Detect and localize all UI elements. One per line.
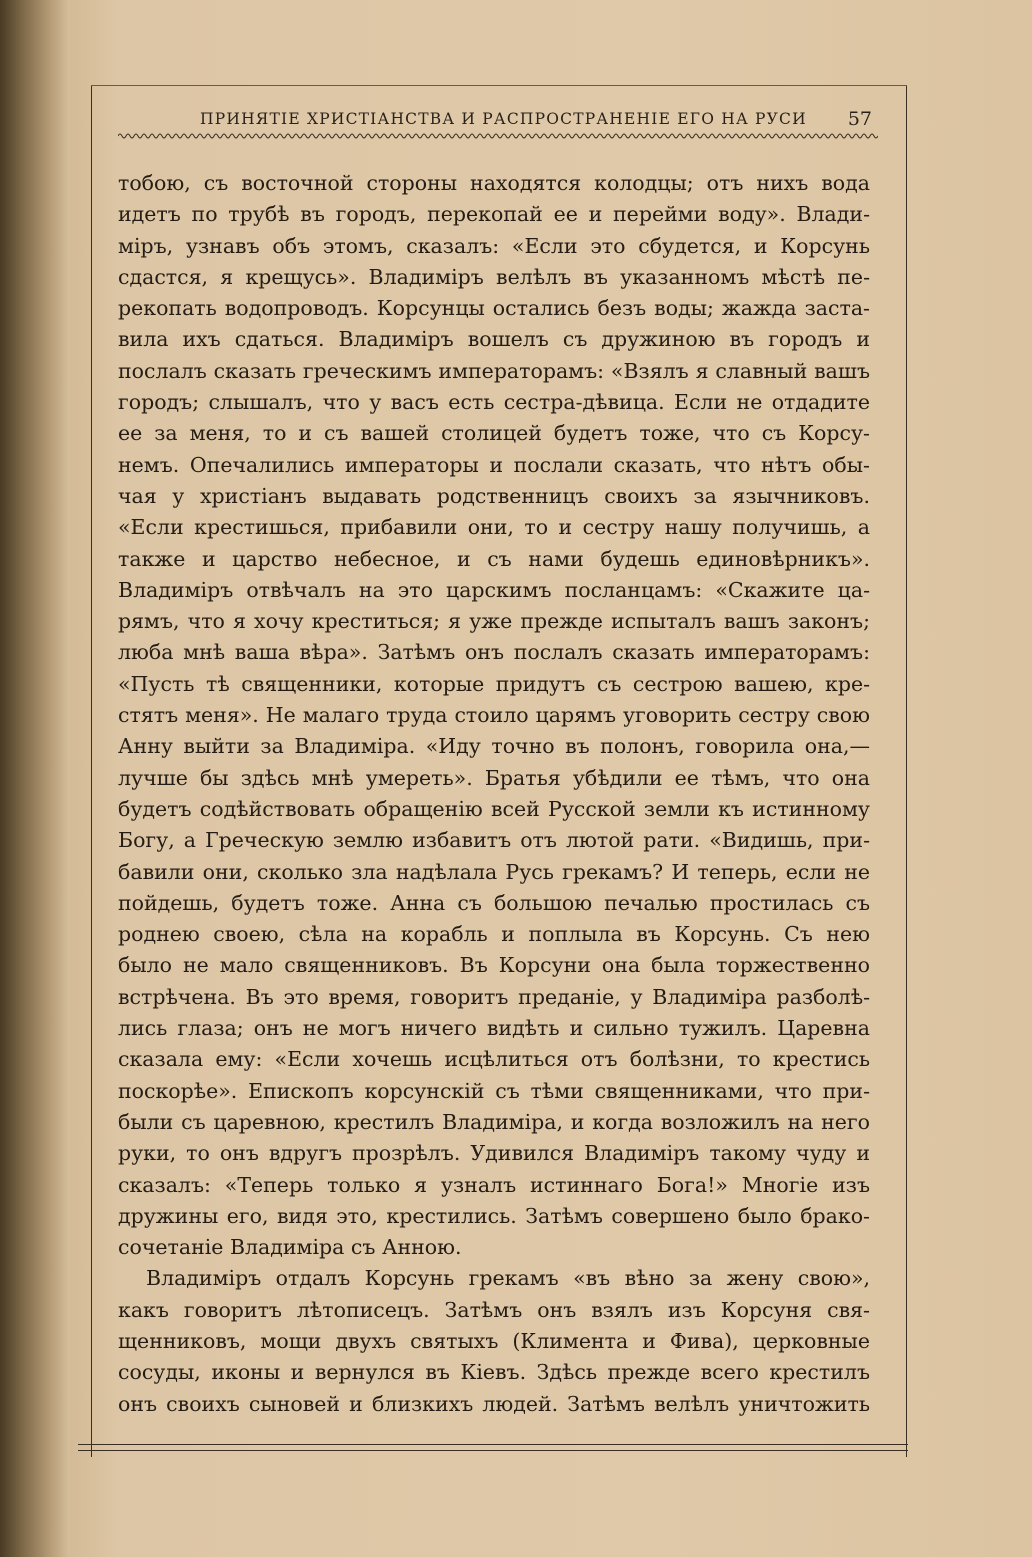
text-line: сказала ему: «Если хочешь исцѣлиться отъ болѣзни, то крестись xyxy=(118,1047,870,1072)
paragraph-2 xyxy=(118,1263,870,1419)
text-line: поскорѣе». Епископъ корсунскій съ тѣми священниками, что при- xyxy=(118,1078,870,1103)
text-line: пойдешь, будетъ тоже. Анна съ большою печалью простилась съ xyxy=(118,890,870,915)
text-line: были съ царевною, крестилъ Владиміра, и когда возложилъ на него xyxy=(118,1109,870,1134)
text-line: рекопать водопроводъ. Корсунцы остались безъ воды; жажда заста- xyxy=(118,296,870,321)
text-line: сосуды, иконы и вернулся въ Кіевъ. Здѣсь прежде всего крестилъ xyxy=(118,1360,870,1385)
text-line: онъ своихъ сыновей и близкихъ людей. Затѣмъ велѣлъ уничтожить xyxy=(118,1391,870,1416)
text-line: дружины его, видя это, крестились. Затѣмъ совершено было брако- xyxy=(118,1203,870,1228)
frame-bottom-rule xyxy=(78,1444,908,1445)
text-line: чая у христіанъ выдавать родственницъ своихъ за язычниковъ. xyxy=(118,483,870,508)
text-line: тобою, съ восточной стороны находятся колодцы; отъ нихъ вода xyxy=(118,171,870,195)
page-number: 57 xyxy=(847,108,872,130)
text-line: «Пусть тѣ священники, которые придутъ съ сестрою вашею, кре- xyxy=(118,671,870,696)
text-line: послалъ сказать греческимъ императорамъ: «Взялъ я славный вашъ xyxy=(118,358,870,383)
text-line: стятъ меня». Не малаго труда стоило царямъ уговорить сестру свою xyxy=(118,703,870,728)
decorative-wave-rule xyxy=(118,130,878,142)
text-line: Владиміръ отвѣчалъ на это царскимъ посланцамъ: «Скажите ца- xyxy=(118,577,870,602)
text-line: міръ, узнавъ объ этомъ, сказалъ: «Если это сбудется, и Корсунь xyxy=(118,233,870,258)
text-line: вила ихъ сдаться. Владиміръ вошелъ съ дружиною въ городъ и xyxy=(118,327,870,352)
text-line: сказалъ: «Теперь только я узналъ истиннаго Бога!» Многіе изъ xyxy=(118,1172,870,1197)
frame-top-rule xyxy=(91,85,907,86)
body-text xyxy=(118,168,870,1420)
text-line: рямъ, что я хочу креститься; я уже прежде испыталъ вашъ законъ; xyxy=(118,609,870,634)
text-line: «Если крестишься, прибавили они, то и сестру нашу получишь, а xyxy=(118,515,870,540)
text-line: будетъ содѣйствовать обращенію всей Русской земли къ истинному xyxy=(118,796,870,821)
text-line: какъ говоритъ лѣтописецъ. Затѣмъ онъ взялъ изъ Корсуня свя- xyxy=(118,1297,870,1322)
text-line: люба мнѣ ваша вѣра». Затѣмъ онъ послалъ сказать императорамъ: xyxy=(118,640,870,665)
text-line: сдастся, я крещусь». Владиміръ велѣлъ въ указанномъ мѣстѣ пе- xyxy=(118,264,870,289)
text-line: щенниковъ, мощи двухъ святыхъ (Климента и Фива), церковные xyxy=(118,1328,870,1353)
text-line: также и царство небесное, и съ нами будешь единовѣрникъ». xyxy=(118,546,870,571)
paragraph-1 xyxy=(118,168,870,1263)
text-line: лись глаза; онъ не могъ ничего видѣть и сильно тужилъ. Царевна xyxy=(118,1016,870,1041)
frame-bottom-rule-secondary xyxy=(78,1450,908,1451)
running-title: ПРИНЯТІЕ ХРИСТІАНСТВА И РАСПРОСТРАНЕНІЕ ЕГО НА РУСИ xyxy=(200,110,807,128)
text-line: городъ; слышалъ, что у васъ есть сестра-дѣвица. Если не отдадите xyxy=(118,390,870,415)
text-line: бавили они, сколько зла надѣлала Русь грекамъ? И теперь, если не xyxy=(118,859,870,884)
text-line: было не мало священниковъ. Въ Корсуни она была торжественно xyxy=(118,953,870,978)
text-line: руки, то онъ вдругъ прозрѣлъ. Удивился Владиміръ такому чуду и xyxy=(118,1141,870,1166)
text-line: идетъ по трубѣ въ городъ, перекопай ее и перейми воду». Влади- xyxy=(118,202,870,227)
text-line: немъ. Опечалились императоры и послали сказать, что нѣтъ обы- xyxy=(118,452,870,477)
text-line: Анну выйти за Владиміра. «Иду точно въ полонъ, говорила она,— xyxy=(118,734,870,759)
text-line: Владиміръ отдалъ Корсунь грекамъ «въ вѣно за жену свою», xyxy=(146,1266,870,1291)
text-line: Богу, а Греческую землю избавитъ отъ лютой рати. «Видишь, при- xyxy=(118,828,870,853)
text-line: встрѣчена. Въ это время, говоритъ преданіе, у Владиміра разболѣ- xyxy=(118,984,870,1009)
text-line: лучше бы здѣсь мнѣ умереть». Братья убѣдили ее тѣмъ, что она xyxy=(118,765,870,790)
text-line: роднею своею, сѣла на корабль и поплыла въ Корсунь. Съ нею xyxy=(118,922,870,947)
book-spine xyxy=(0,0,70,1557)
text-line: ее за меня, то и съ вашей столицей будетъ тоже, что съ Корсу- xyxy=(118,421,870,446)
text-line: сочетаніе Владиміра съ Анною. xyxy=(118,1235,462,1260)
